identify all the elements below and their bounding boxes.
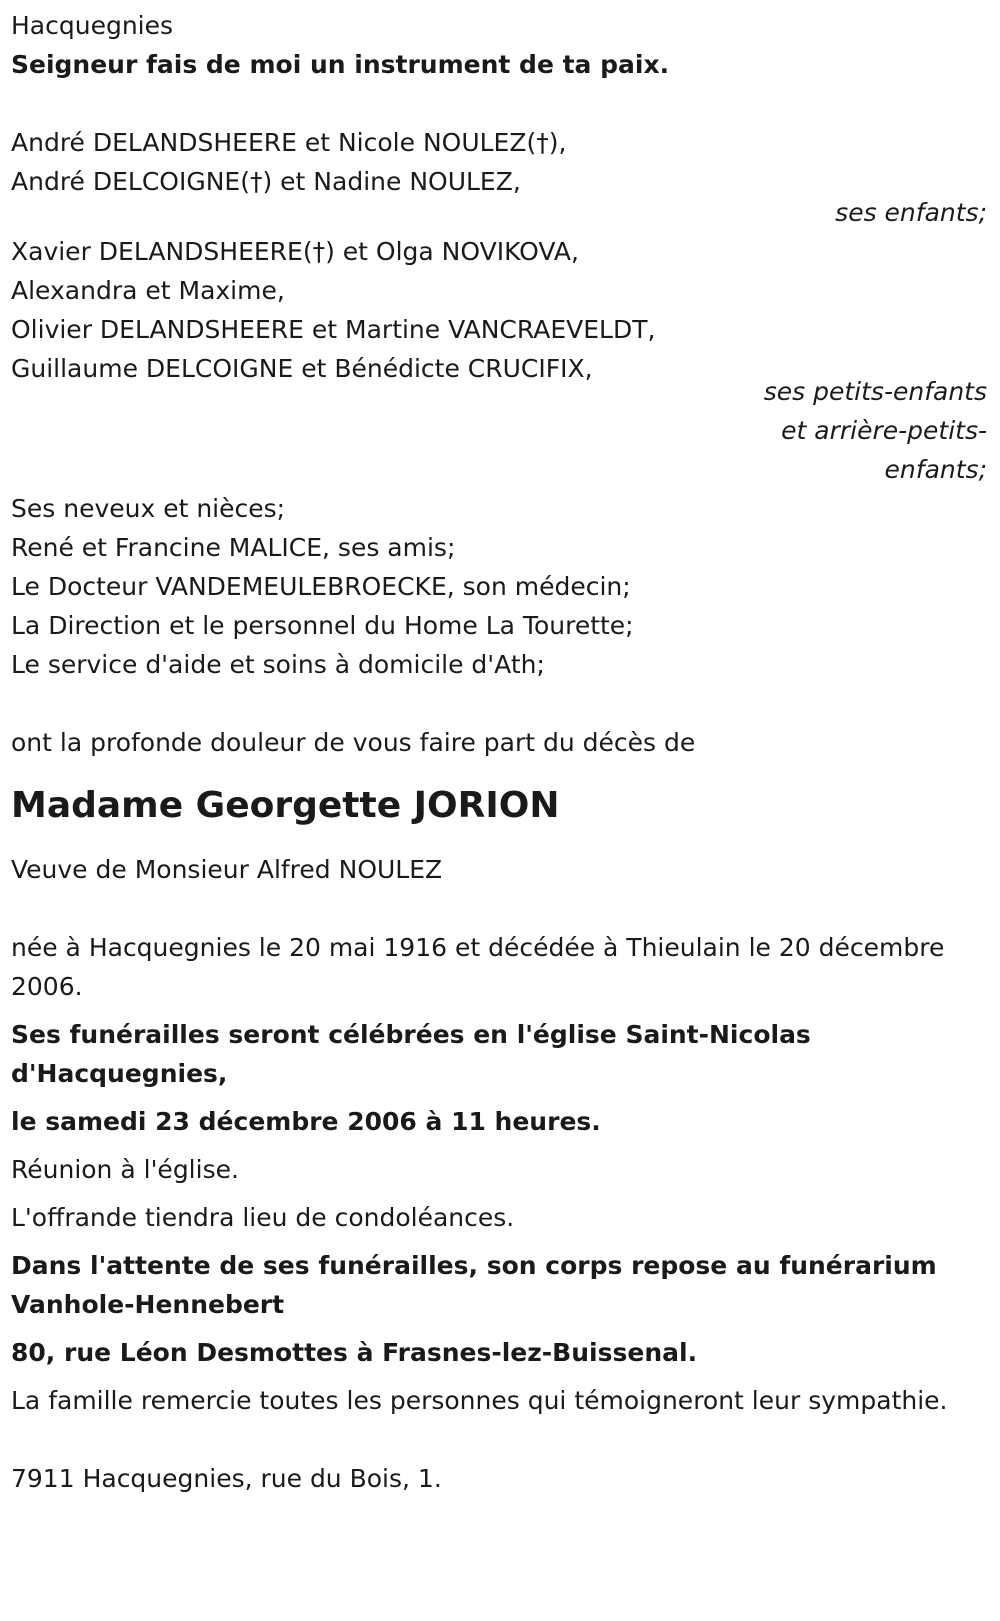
grandchildren-label: et arrière-petits-	[781, 416, 987, 445]
grandchildren-line: Olivier DELANDSHEERE et Martine VANCRAEVELDT,	[11, 315, 656, 344]
grandchildren-label: ses petits-enfants	[763, 377, 987, 406]
grandchildren-line: Guillaume DELCOIGNE et Bénédicte CRUCIFIX,	[11, 354, 593, 383]
grandchildren-block	[11, 232, 987, 489]
funeral-datetime: le samedi 23 décembre 2006 à 11 heures.	[11, 1107, 601, 1136]
children-block	[11, 123, 987, 232]
other-mourner: Le Docteur VANDEMEULEBROECKE, son médecin;	[11, 572, 631, 601]
other-mourner: René et Francine MALICE, ses amis;	[11, 533, 456, 562]
grandchildren-line: Xavier DELANDSHEERE(†) et Olga NOVIKOVA,	[11, 237, 579, 266]
funeral-location: Ses funérailles seront célébrées en l'église Saint-Nicolas d'Hacquegnies,	[11, 1020, 811, 1088]
children-label: ses enfants;	[835, 198, 987, 227]
family-address: 7911 Hacquegnies, rue du Bois, 1.	[11, 1464, 442, 1493]
spouse-line: Veuve de Monsieur Alfred NOULEZ	[11, 855, 443, 884]
others-block	[11, 489, 987, 684]
children-line: André DELCOIGNE(†) et Nadine NOULEZ,	[11, 167, 521, 196]
announcement: ont la profonde douleur de vous faire part du décès de	[11, 728, 696, 757]
obituary-notice	[11, 6, 987, 1498]
motto: Seigneur fais de moi un instrument de ta paix.	[11, 50, 670, 79]
grandchildren-label: enfants;	[884, 455, 987, 484]
deceased-name: Madame Georgette JORION	[11, 785, 560, 826]
birth-death-line: née à Hacquegnies le 20 mai 1916 et décédée à Thieulain le 20 décembre 2006.	[11, 933, 945, 1001]
funeral-offering: L'offrande tiendra lieu de condoléances.	[11, 1203, 515, 1232]
place-heading: Hacquegnies	[11, 11, 174, 40]
funeral-rest-place: Dans l'attente de ses funérailles, son corps repose au funérarium Vanhole-Hennebert	[11, 1251, 937, 1319]
other-mourner: Le service d'aide et soins à domicile d'Ath;	[11, 650, 545, 679]
children-line: André DELANDSHEERE et Nicole NOULEZ(†),	[11, 128, 567, 157]
other-mourner: La Direction et le personnel du Home La Tourette;	[11, 611, 634, 640]
funeral-meeting: Réunion à l'église.	[11, 1155, 239, 1184]
family-thanks: La famille remercie toutes les personnes qui témoigneront leur sympathie.	[11, 1386, 948, 1415]
other-mourner: Ses neveux et nièces;	[11, 494, 286, 523]
grandchildren-line: Alexandra et Maxime,	[11, 276, 285, 305]
funeral-rest-address: 80, rue Léon Desmottes à Frasnes-lez-Buissenal.	[11, 1338, 698, 1367]
